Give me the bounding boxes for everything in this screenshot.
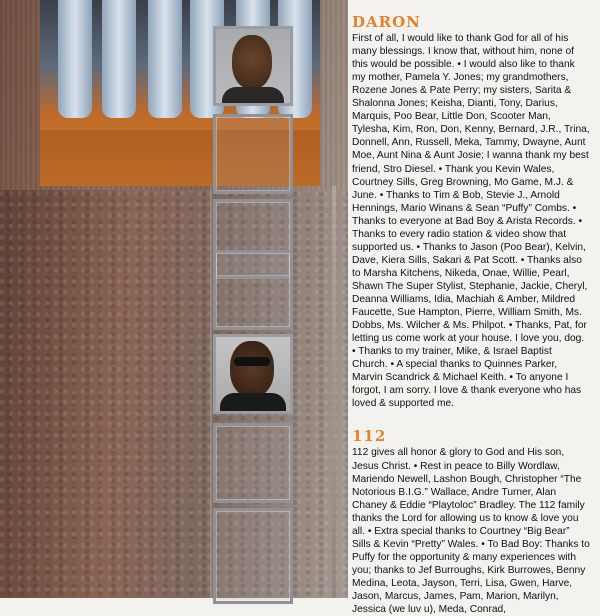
face-shape	[232, 35, 272, 89]
leg-shape	[102, 0, 136, 118]
section-body-daron: First of all, I would like to thank God for all of his many blessings. I know that, without him, none of this would be possible. • I would also like to thank my mother, Pamela Y. Jones; my grandmothers, Rozene Jones & Pate Perry; my sisters, Sarita & Shalonna Jones; Keisha, Dianti, Tony, Darius, Marquis, Poo Bear, Little Don, Scooter Man, Tylesha, Kim, Ron, Don, Kenny, Bernard, J.R., Trina, Donnell, Ann, Russell, Meka, Tammy, Dwayne, Aunt Moe, Aunt Nina & Aunt Josie; I wanna thank my best friend, Stro Diesel. • Thank you Kevin Wales, Courtney Sills, Greg Browning, Mo Game, M.J. & June. • Thanks to Tim & Bob, Stevie J., Arnold Hennings, Mario Winans & Sean “Puffy” Combs. • Thanks to everyone at Bad Boy & Arista Records. • Thanks to every radio station & video show that supported us. • Thanks to Jason (Poo Bear), Kelvin, Dave, Kiera Sills, Sakari & Pat Scott. • Thanks also to Marsha Kitchens, Nikeda, Onae, Willie, Pearl, Shawn The Super Stylist, Stephanie, Jackie, Cheryl, Deanna Williams, Idia, Machiah & Amber, Mildred Faucette, Sue Hampton, Pierre, William Smith, Ms. Dobbs, Ms. Wilcher & Ms. Philpot. • Thanks, Pat, for letting us come work at your house. I love you, dog. • Thanks to my trainer, Mike, & Israel Baptist Church. • A special thanks to Quinnes Parker, Marvin Scandrick & Michael Keith. • To anyone I forgot, I am sorry. I love & thank everyone who has loved & supported me.	[352, 33, 590, 410]
shirt-shape	[220, 393, 286, 414]
member-portrait-top	[213, 26, 293, 106]
sunglasses-icon	[234, 357, 270, 366]
textured-background	[0, 190, 348, 598]
section-heading-daron: DARON	[352, 13, 421, 31]
shirt-shape	[222, 87, 284, 106]
frame-square	[213, 114, 293, 194]
leg-shape	[148, 0, 182, 118]
divider-line	[210, 186, 212, 598]
section-body-112: 112 gives all honor & glory to God and His son, Jesus Christ. • Rest in peace to Billy Wordlaw, Mariendo Newell, Lashon Bough, Christopher “The Notorious B.I.G.” Wallace, Andre Turner, Alan Chaney & Eddie “Playtoloc” Bradley. The 112 family thanks the Lord for allowing us to know & love you all. • Extra special thanks to Courtney “Big Bear” Sills & Kevin “Pretty” Wales. • To Bad Boy: Thanks to Puffy for the opportunity & many experiences with you; thanks to Jef Burroughs, Kirk Burrowes, Benny Medina, Leota, Jayson, Terri, Lisa, Gwen, Harve, Jason, Marcus, James, Pam, Marion, Marilyn, Jessica (we luv u), Meda, Conrad,	[352, 447, 590, 616]
section-heading-112: 112	[352, 427, 387, 446]
frame-square	[213, 423, 293, 503]
frame-square	[213, 250, 293, 330]
frame-square	[213, 508, 293, 604]
member-portrait-bottom	[213, 334, 293, 414]
leg-shape	[58, 0, 92, 118]
face-shape	[230, 341, 274, 397]
divider-line	[332, 186, 336, 598]
thanks-text-column	[348, 12, 590, 616]
